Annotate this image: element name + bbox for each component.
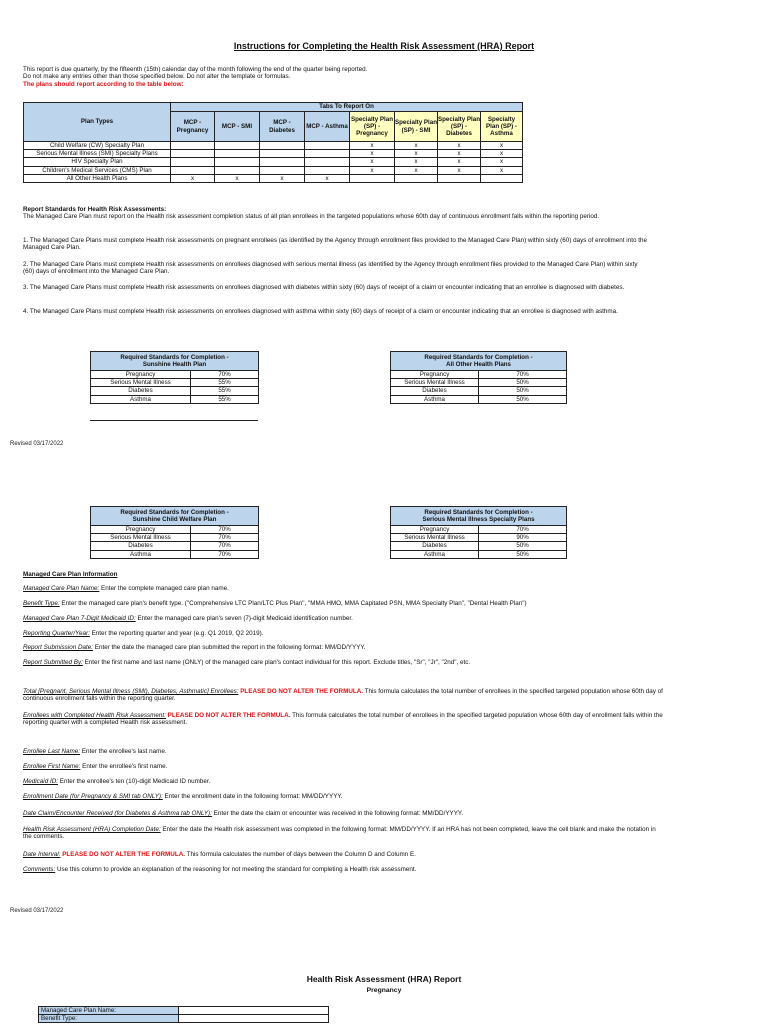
field-text: Enter the managed care plan's benefit type. ("Comprehensive LTC Plan/LTC Plus Plan", "MMA HMO, MMA Capitated PSN, MMA Specialty Plan", "Dental Health Plan") — [59, 600, 527, 607]
cell: x — [395, 150, 438, 158]
table-row — [391, 542, 567, 550]
cell — [260, 150, 305, 158]
cell — [171, 142, 215, 150]
intro — [23, 66, 743, 88]
field-text: Enter the date the Health risk assessment was completed in the following format: MM/DD/YYYY. If an HRA has not been completed, leave the cell blank and make the notation in the comments. — [23, 826, 656, 841]
mcp-info-heading: Managed Care Plan Information — [23, 571, 118, 578]
cell — [305, 158, 350, 166]
cell — [215, 142, 260, 150]
field-description — [23, 659, 663, 666]
cell: x — [481, 142, 523, 150]
column-header: MCP - Asthma — [305, 112, 350, 142]
plan-types-header: Plan Types — [24, 103, 171, 142]
table-row — [39, 1007, 329, 1015]
field-text: Use this column to provide an explanation of the reasoning for not meeting the standard for completing a Health risk assessment. — [55, 866, 417, 873]
cell: 55% — [191, 387, 259, 395]
field-description — [23, 778, 663, 785]
req-title: Required Standards for Completion - — [424, 353, 533, 361]
plan-name-input[interactable] — [179, 1007, 329, 1015]
field-text: This formula calculates the total number of enrollees in the specified targeted population whose 60th day of continuous enrollment falls within the reporting quarter. — [23, 688, 663, 703]
cell: Diabetes — [91, 542, 191, 550]
table-row — [24, 158, 523, 166]
table-row — [24, 150, 523, 158]
plan-name: Serious Mental Illness (SMI) Specialty Plans — [24, 150, 171, 158]
req-title: Required Standards for Completion - — [120, 353, 229, 361]
plan-name: All Other Health Plans — [24, 174, 171, 182]
field-description — [23, 644, 663, 651]
table-row — [391, 387, 567, 395]
field-description — [23, 826, 663, 841]
field-warning: PLEASE DO NOT ALTER THE FORMULA. — [60, 851, 185, 858]
cell: x — [395, 142, 438, 150]
benefit-type-input[interactable] — [179, 1015, 329, 1023]
page-title: Instructions for Completing the Health Risk Assessment (HRA) Report — [233, 41, 535, 51]
cell: 50% — [479, 395, 567, 403]
cell — [481, 174, 523, 182]
table-row — [91, 550, 259, 558]
plan-name: Child Welfare (CW) Specialty Plan — [24, 142, 171, 150]
field-text: Enter the managed care plan's seven (7)-digit Medicaid identification number. — [135, 615, 353, 622]
cell: x — [305, 174, 350, 182]
field-label: Reporting Quarter/Year: — [23, 630, 90, 637]
table-row — [39, 1015, 329, 1023]
cell — [215, 158, 260, 166]
cell — [305, 166, 350, 174]
cell: x — [395, 158, 438, 166]
cell — [215, 166, 260, 174]
cell: x — [438, 158, 481, 166]
cell: Asthma — [391, 395, 479, 403]
cell: Pregnancy — [391, 371, 479, 379]
table-row — [91, 542, 259, 550]
field-label: Report Submitted By: — [23, 659, 83, 666]
standard-4: 4. The Managed Care Plans must complete Health risk assessments on enrollees diagnosed with asthma within sixty (60) days of receipt of a claim or encounter indicating that an enrollee is diagnosed with asthma. — [23, 308, 618, 315]
tabs-header: Tabs To Report On — [171, 103, 523, 112]
cell: 70% — [191, 542, 259, 550]
column-header: MCP - Pregnancy — [171, 112, 215, 142]
cell: 50% — [479, 550, 567, 558]
req-table-sunshine — [90, 351, 259, 404]
cell — [171, 158, 215, 166]
cell: 55% — [191, 395, 259, 403]
cell: Diabetes — [391, 542, 479, 550]
cell — [171, 150, 215, 158]
cell — [171, 166, 215, 174]
cell: Diabetes — [391, 387, 479, 395]
field-label: Managed Care Plan Name: — [39, 1007, 179, 1015]
req-subtitle: All Other Health Plans — [446, 361, 511, 368]
cell: 70% — [191, 371, 259, 379]
field-description — [23, 630, 663, 637]
cell: 50% — [479, 379, 567, 387]
field-label: Managed Care Plan 7-Digit Medicaid ID: — [23, 615, 136, 622]
report-header-table — [38, 1006, 329, 1023]
standard-1: 1. The Managed Care Plans must complete Health risk assessments on pregnant enrollees (as identified by the Agency through enrollment files provided to the Managed Care Plan) within sixty (60) days of enrollment into the Managed Care Plan. — [23, 237, 647, 252]
cell: x — [438, 150, 481, 158]
revised-date: Revised 03/17/2022 — [10, 441, 64, 447]
cell: 70% — [191, 550, 259, 558]
cell: Serious Mental Illness — [91, 534, 191, 542]
intro-line-2: Do not make any entries other than those specified below. Do not alter the template or formulas. — [23, 73, 291, 81]
field-text: This formula calculates the total number of enrollees in the specified targeted population whose 60th day of enrollment falls within the reporting quarter with a completed Health risk assessment. — [23, 712, 663, 727]
field-label: Benefit Type: — [23, 600, 60, 607]
column-header: Specialty Plan (SP) - Diabetes — [438, 112, 481, 142]
cell: x — [481, 150, 523, 158]
revised-date: Revised 03/17/2022 — [10, 908, 64, 914]
cell: Pregnancy — [391, 526, 479, 534]
table-row — [91, 395, 259, 403]
cell: x — [481, 158, 523, 166]
cell: 70% — [479, 526, 567, 534]
field-label: Health Risk Assessment (HRA) Completion Date: — [23, 826, 161, 833]
standard-3: 3. The Managed Care Plans must complete Health risk assessments on enrollees diagnosed with diabetes within sixty (60) days of receipt of a claim or encounter indicating that an enrollee is diagnosed with diabetes. — [23, 284, 625, 291]
table-row — [91, 371, 259, 379]
req-title: Required Standards for Completion - — [120, 508, 229, 516]
field-label: Date Claim/Encounter Received (for Diabetes & Asthma tab ONLY): — [23, 810, 212, 817]
column-header: Specialty Plan (SP) - Pregnancy — [350, 112, 395, 142]
report-subtitle: Pregnancy — [366, 987, 402, 994]
cell — [438, 174, 481, 182]
table-row — [391, 526, 567, 534]
field-description — [23, 712, 663, 727]
field-label: Enrollment Date (for Pregnancy & SMI tab ONLY): — [23, 793, 163, 800]
table-row — [91, 379, 259, 387]
field-description — [23, 866, 663, 873]
field-label: Report Submission Date: — [23, 644, 93, 651]
field-description — [23, 763, 663, 770]
table-row — [391, 395, 567, 403]
field-label: Enrollee First Name: — [23, 763, 81, 770]
cell: 70% — [479, 371, 567, 379]
cell: x — [215, 174, 260, 182]
plan-name: HIV Specialty Plan — [24, 158, 171, 166]
column-header: Specialty Plan (SP) - SMI — [395, 112, 438, 142]
field-text: Enter the first name and last name (ONLY) of the managed care plan's contact individual for this report. Exclude titles, "Sr", "Jr", "2nd", etc. — [82, 659, 471, 666]
req-title: Required Standards for Completion - — [424, 508, 533, 516]
table-row — [391, 550, 567, 558]
field-text: This formula calculates the number of days between the Column D and Column E. — [185, 851, 416, 858]
plan-name: Children's Medical Services (CMS) Plan — [24, 166, 171, 174]
field-label: Managed Care Plan Name: — [23, 585, 100, 592]
req-table-all-other — [390, 351, 567, 404]
cell: Diabetes — [91, 387, 191, 395]
cell — [215, 150, 260, 158]
cell: Asthma — [391, 550, 479, 558]
intro-line-1: This report is due quarterly, by the fifteenth (15th) calendar day of the month following the end of the quarter being reported. — [23, 66, 368, 73]
field-description — [23, 810, 663, 817]
field-description — [23, 600, 663, 607]
field-description — [23, 793, 663, 800]
field-text: Enter the enrollee's ten (10)-digit Medicaid ID number. — [58, 778, 211, 785]
req-subtitle: Serious Mental Illness Specialty Plans — [422, 516, 535, 523]
field-description — [23, 585, 663, 592]
cell: Asthma — [91, 550, 191, 558]
req-table-smi-specialty — [390, 506, 567, 559]
cell: x — [350, 142, 395, 150]
cell — [305, 150, 350, 158]
cell: Serious Mental Illness — [91, 379, 191, 387]
field-text: Enter the date the managed care plan submitted the report in the following format: MM/DD/YYYY. — [93, 644, 366, 651]
field-label: Medicaid ID: — [23, 778, 58, 785]
cell — [350, 174, 395, 182]
cell: x — [395, 166, 438, 174]
table-row — [24, 142, 523, 150]
standard-2: 2. The Managed Care Plans must complete Health risk assessments on enrollees diagnosed with serious mental illness (as identified by the Agency through enrollment files provided to the Managed Care Plan) within sixty (60) days of enrollment into the Managed Care Plan. — [23, 261, 638, 276]
req-table-child-welfare — [90, 506, 259, 559]
field-warning: PLEASE DO NOT ALTER THE FORMULA. — [165, 712, 291, 719]
field-text: Enter the date the claim or encounter was received in the following format: MM/DD/YYYY. — [211, 810, 464, 817]
cell: x — [350, 158, 395, 166]
cell: 50% — [479, 542, 567, 550]
cell: x — [171, 174, 215, 182]
column-header: MCP - Diabetes — [260, 112, 305, 142]
table-row — [24, 166, 523, 174]
table-row — [91, 526, 259, 534]
field-description — [23, 688, 663, 703]
field-description — [23, 615, 663, 622]
standards-intro: The Managed Care Plan must report on the Health risk assessment completion status of all plan enrollees in the targeted populations whose 60th day of continuous enrollment falls within the reporting period. — [23, 213, 600, 220]
cell: x — [350, 150, 395, 158]
field-label: Enrollee Last Name: — [23, 748, 81, 755]
cell: 90% — [479, 534, 567, 542]
field-text: Enter the enrollment date in the following format: MM/DD/YYYY. — [162, 793, 343, 800]
table-row — [91, 387, 259, 395]
report-title: Health Risk Assessment (HRA) Report — [306, 974, 462, 984]
cell: x — [438, 166, 481, 174]
cell — [395, 174, 438, 182]
cell — [260, 158, 305, 166]
field-description — [23, 748, 663, 755]
cell — [305, 142, 350, 150]
field-label: Comments: — [23, 866, 56, 873]
field-label: Total [Pregnant, Serious Mental Illness (SMI), Diabetes, Asthmatic] Enrollees: — [23, 688, 239, 695]
column-header: MCP - SMI — [215, 112, 260, 142]
standards-heading: Report Standards for Health Risk Assessments: — [23, 206, 167, 213]
intro-line-3: The plans should report according to the table below: — [23, 80, 184, 88]
req-subtitle: Sunshine Child Welfare Plan — [132, 516, 217, 523]
cell: Pregnancy — [91, 371, 191, 379]
field-text: Enter the enrollee's first name. — [80, 763, 168, 770]
field-text: Enter the complete managed care plan name. — [99, 585, 229, 592]
field-label: Date Interval: — [23, 851, 61, 858]
cell: x — [481, 166, 523, 174]
table-row — [391, 371, 567, 379]
cell: x — [350, 166, 395, 174]
table-row — [24, 174, 523, 182]
field-description — [23, 851, 663, 858]
field-label: Benefit Type: — [39, 1015, 179, 1023]
field-text: Enter the reporting quarter and year (e.g. Q1 2019, Q2 2019). — [89, 630, 264, 637]
cell: 50% — [479, 387, 567, 395]
table-row — [391, 534, 567, 542]
table-row — [91, 534, 259, 542]
cell — [260, 166, 305, 174]
field-text: Enter the enrollee's last name. — [80, 748, 167, 755]
cell: Asthma — [91, 395, 191, 403]
cell: x — [260, 174, 305, 182]
column-header: Specialty Plan (SP) - Asthma — [481, 112, 523, 142]
req-subtitle: Sunshine Health Plan — [142, 361, 207, 368]
cell: 70% — [191, 526, 259, 534]
cell: 55% — [191, 379, 259, 387]
cell: Serious Mental Illness — [391, 534, 479, 542]
plan-table — [23, 102, 523, 183]
cell: Pregnancy — [91, 526, 191, 534]
field-warning: PLEASE DO NOT ALTER THE FORMULA. — [238, 688, 364, 695]
cell: Serious Mental Illness — [391, 379, 479, 387]
cell: x — [438, 142, 481, 150]
table-row — [391, 379, 567, 387]
field-label: Enrollees with Completed Health Risk Assessment: — [23, 712, 166, 719]
signature-line — [90, 420, 258, 421]
cell: 70% — [191, 534, 259, 542]
cell — [260, 142, 305, 150]
